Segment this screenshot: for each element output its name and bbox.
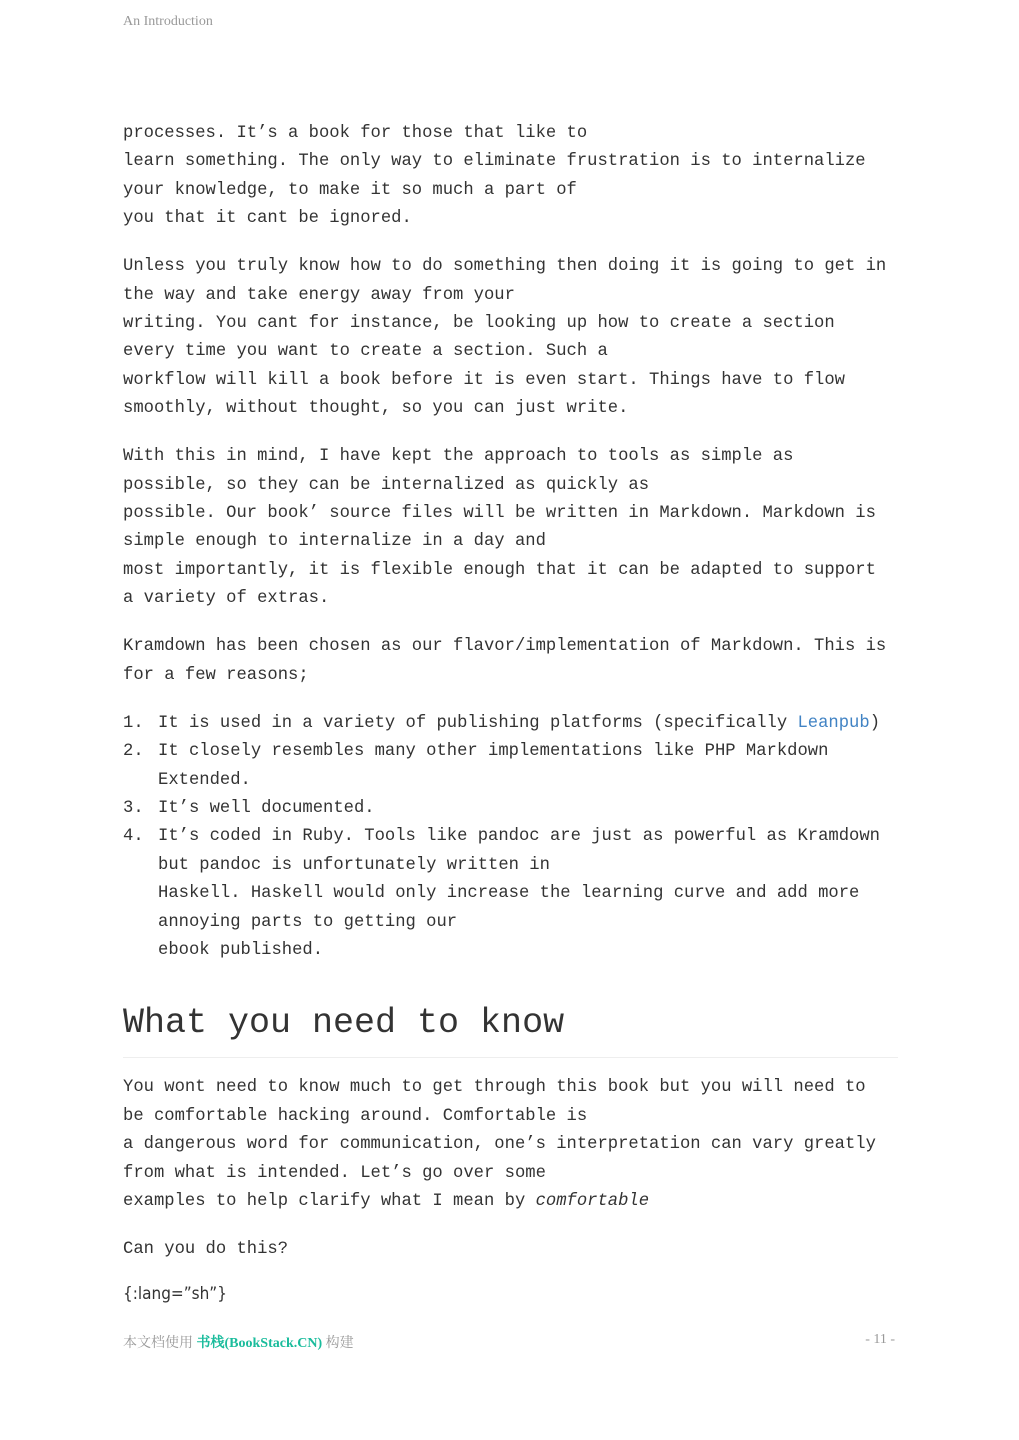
text-line: Kramdown has been chosen as our flavor/implementation of Markdown. This is	[123, 637, 887, 657]
footer-text: 本文档使用	[123, 1336, 197, 1351]
list-text: )	[869, 713, 881, 733]
section-heading: What you need to know	[123, 1003, 898, 1058]
paragraph	[123, 443, 898, 613]
list-item	[123, 795, 898, 823]
text-line: from what is intended. Let’s go over some	[123, 1163, 546, 1183]
text-line: most importantly, it is flexible enough that it can be adapted to support	[123, 560, 876, 580]
footer-credit	[123, 1332, 354, 1352]
reasons-list	[123, 710, 898, 966]
list-number: 2.	[123, 742, 144, 762]
list-number: 4.	[123, 827, 144, 847]
text-line: With this in mind, I have kept the approach to tools as simple as	[123, 447, 794, 467]
page-number: - 11 -	[865, 1332, 895, 1347]
text-line: smoothly, without thought, so you can just write.	[123, 399, 629, 419]
page-content	[123, 120, 898, 1324]
text-line: You wont need to know much to get through this book but you will need to	[123, 1078, 866, 1098]
text-line: possible. Our book’ source files will be written in Markdown. Markdown is	[123, 504, 876, 524]
paragraph	[123, 633, 898, 690]
text-line: It closely resembles many other implementations like PHP Markdown	[158, 742, 829, 762]
bookstack-link[interactable]: 书栈(BookStack.CN)	[196, 1336, 323, 1351]
text-line: be comfortable hacking around. Comfortable is	[123, 1106, 588, 1126]
text-line: you that it cant be ignored.	[123, 209, 412, 229]
text-line: examples to help clarify what I mean by	[123, 1191, 536, 1211]
list-item	[123, 710, 898, 738]
text-line: simple enough to internalize in a day and	[123, 532, 546, 552]
text-line: workflow will kill a book before it is even start. Things have to flow	[123, 370, 845, 390]
text-line: It’s well documented.	[158, 798, 375, 818]
footer-text: 构建	[322, 1336, 354, 1351]
list-number: 3.	[123, 798, 144, 818]
text-line: for a few reasons;	[123, 665, 309, 685]
text-line: writing. You cant for instance, be looking up how to create a section	[123, 314, 835, 334]
text-line: possible, so they can be internalized as quickly as	[123, 475, 650, 495]
text-line: It’s coded in Ruby. Tools like pandoc are just as powerful as Kramdown	[158, 827, 880, 847]
text-line: a dangerous word for communication, one’s interpretation can vary greatly	[123, 1135, 876, 1155]
text-line: learn something. The only way to eliminate frustration is to internalize	[123, 152, 866, 172]
paragraph: Can you do this?	[123, 1239, 289, 1259]
paragraph	[123, 120, 898, 234]
running-header: An Introduction	[123, 14, 213, 29]
text-line: annoying parts to getting our	[158, 912, 458, 932]
paragraph	[123, 253, 898, 423]
list-item	[123, 823, 898, 965]
text-line: every time you want to create a section. Such a	[123, 342, 608, 362]
list-item	[123, 738, 898, 795]
text-line: Extended.	[158, 770, 251, 790]
text-line: processes. It’s a book for those that like to	[123, 124, 588, 143]
emphasis: comfortable	[535, 1191, 650, 1211]
text-line: Unless you truly know how to do something then doing it is going to get in	[123, 257, 887, 277]
paragraph	[123, 1074, 898, 1216]
text-line: but pandoc is unfortunately written in	[158, 855, 550, 875]
text-line: your knowledge, to make it so much a part of	[123, 180, 577, 200]
leanpub-link[interactable]: Leanpub	[797, 713, 870, 733]
list-number: 1.	[123, 713, 144, 733]
list-text: It is used in a variety of publishing platforms (specifically	[158, 713, 798, 733]
text-line: the way and take energy away from your	[123, 285, 515, 305]
text-line: Haskell. Haskell would only increase the learning curve and add more	[158, 884, 860, 904]
lang-attribute: {:lang=”sh”}	[123, 1283, 227, 1304]
text-line: ebook published.	[158, 940, 324, 960]
text-line: a variety of extras.	[123, 589, 330, 609]
